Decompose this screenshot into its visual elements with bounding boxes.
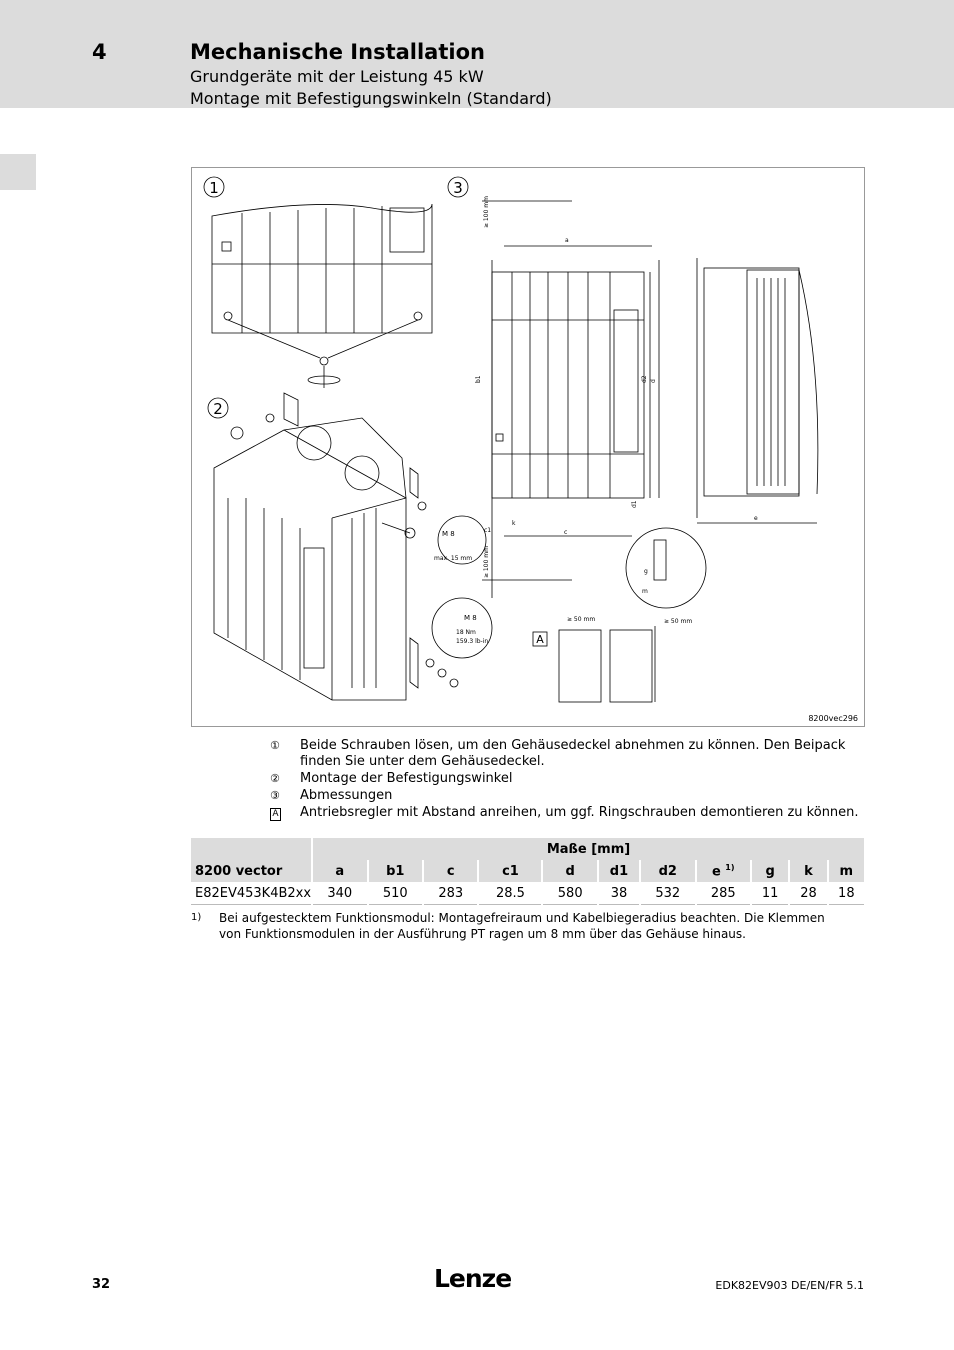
svg-text:k: k: [512, 520, 516, 527]
table-cell: 532: [640, 882, 695, 905]
column-header: g: [751, 860, 789, 882]
table-cell: 11: [751, 882, 789, 905]
column-header: 8200 vector: [191, 860, 312, 882]
legend-key: ③: [270, 789, 280, 802]
footnote: [191, 910, 831, 942]
chapter-header: [0, 0, 954, 108]
table-cell: 38: [598, 882, 640, 905]
svg-text:159.3 lb-in: 159.3 lb-in: [456, 638, 489, 645]
installation-drawing: [192, 168, 864, 726]
table-row: [191, 882, 864, 905]
column-header: d1: [598, 860, 640, 882]
svg-text:M 8: M 8: [464, 614, 477, 622]
svg-text:A: A: [536, 633, 544, 646]
svg-text:≥ 100 mm: ≥ 100 mm: [483, 196, 490, 228]
table-cell: 18: [828, 882, 864, 905]
column-header: c: [423, 860, 478, 882]
svg-text:c: c: [564, 529, 568, 536]
table-cell: 340: [312, 882, 367, 905]
svg-text:d2: d2: [641, 375, 648, 383]
table-cell: 580: [542, 882, 597, 905]
document-id: EDK82EV903 DE/EN/FR 5.1: [715, 1279, 864, 1292]
spacing-view: [559, 616, 692, 702]
column-header: d2: [640, 860, 695, 882]
chapter-number: 4: [92, 40, 107, 64]
svg-text:m: m: [642, 588, 648, 595]
column-header: m: [828, 860, 864, 882]
figure-legend: [270, 738, 870, 822]
legend-item-1: [270, 738, 870, 770]
cover-view: [212, 204, 432, 388]
legend-item-2: [270, 771, 870, 787]
marker-2: [208, 398, 228, 418]
dimensions-table: [191, 838, 864, 905]
footnote-mark: 1): [191, 912, 202, 923]
column-header: a: [312, 860, 367, 882]
chapter-side-tab: [0, 154, 36, 190]
svg-text:max. 15 mm: max. 15 mm: [434, 555, 473, 562]
legend-text: Beide Schrauben lösen, um den Gehäusedeckel abnehmen zu können. Den Beipack finden Sie unter dem Gehäusedeckel.: [300, 738, 846, 769]
legend-item-a: [270, 805, 870, 821]
svg-text:≥ 50 mm: ≥ 50 mm: [664, 618, 693, 625]
column-header-e: e $^{1)}$: [696, 860, 751, 882]
column-header: d: [542, 860, 597, 882]
svg-text:M 8: M 8: [442, 530, 455, 538]
svg-text:1: 1: [209, 179, 219, 197]
page-subtitle-2: Montage mit Befestigungswinkeln (Standard): [190, 89, 552, 108]
table-cell: 28.5: [478, 882, 542, 905]
page-subtitle-1: Grundgeräte mit der Leistung 45 kW: [190, 67, 484, 86]
svg-text:a: a: [565, 237, 569, 244]
table-cell: 28: [789, 882, 827, 905]
dimension-side-view: [697, 258, 818, 523]
table-cell: 510: [368, 882, 423, 905]
table-cell: 285: [696, 882, 751, 905]
legend-key: A: [270, 808, 281, 821]
isometric-unit-view: [214, 393, 492, 700]
legend-key: ②: [270, 772, 280, 785]
legend-item-3: [270, 788, 870, 804]
marker-3: [448, 177, 468, 197]
legend-text: Antriebsregler mit Abstand anreihen, um ggf. Ringschrauben demontieren zu können.: [300, 805, 859, 820]
svg-text:d: d: [650, 379, 657, 383]
installation-figure: [191, 167, 865, 727]
legend-text: Abmessungen: [300, 788, 393, 803]
marker-a: [533, 632, 547, 646]
row-name: E82EV453K4B2xx: [191, 882, 312, 905]
svg-text:18 Nm: 18 Nm: [456, 629, 476, 636]
group-header: Maße [mm]: [312, 838, 864, 860]
table-group-header-row: [191, 838, 864, 860]
svg-text:e: e: [754, 515, 758, 522]
svg-text:≥ 100 mm: ≥ 100 mm: [483, 546, 490, 578]
figure-id: 8200vec296: [808, 714, 858, 723]
svg-text:2: 2: [213, 400, 223, 418]
footnote-text: Bei aufgestecktem Funktionsmodul: Montagefreiraum und Kabelbiegeradius beachten. Die Klemmen von Funktionsmodulen in der Ausführung PT ragen um 8 mm über das Gehäuse hinaus.: [219, 911, 825, 941]
lenze-logo: Lenze: [434, 1264, 512, 1293]
svg-text:g: g: [644, 568, 648, 575]
svg-text:≥ 50 mm: ≥ 50 mm: [567, 616, 596, 623]
footnote-ref: 1): [725, 862, 735, 872]
svg-text:d1: d1: [631, 500, 638, 508]
page-number: 32: [92, 1277, 111, 1292]
marker-1: [204, 177, 224, 197]
legend-text: Montage der Befestigungswinkel: [300, 771, 513, 786]
svg-text:3: 3: [453, 179, 463, 197]
dimension-front-view: [475, 196, 706, 608]
column-header: b1: [368, 860, 423, 882]
svg-text:c1: c1: [484, 527, 492, 534]
table-cell: 283: [423, 882, 478, 905]
column-header: k: [789, 860, 827, 882]
legend-key: ①: [270, 739, 280, 752]
column-header: c1: [478, 860, 542, 882]
page-title: Mechanische Installation: [190, 40, 485, 64]
table-header-row: [191, 860, 864, 882]
svg-text:b1: b1: [475, 375, 482, 383]
